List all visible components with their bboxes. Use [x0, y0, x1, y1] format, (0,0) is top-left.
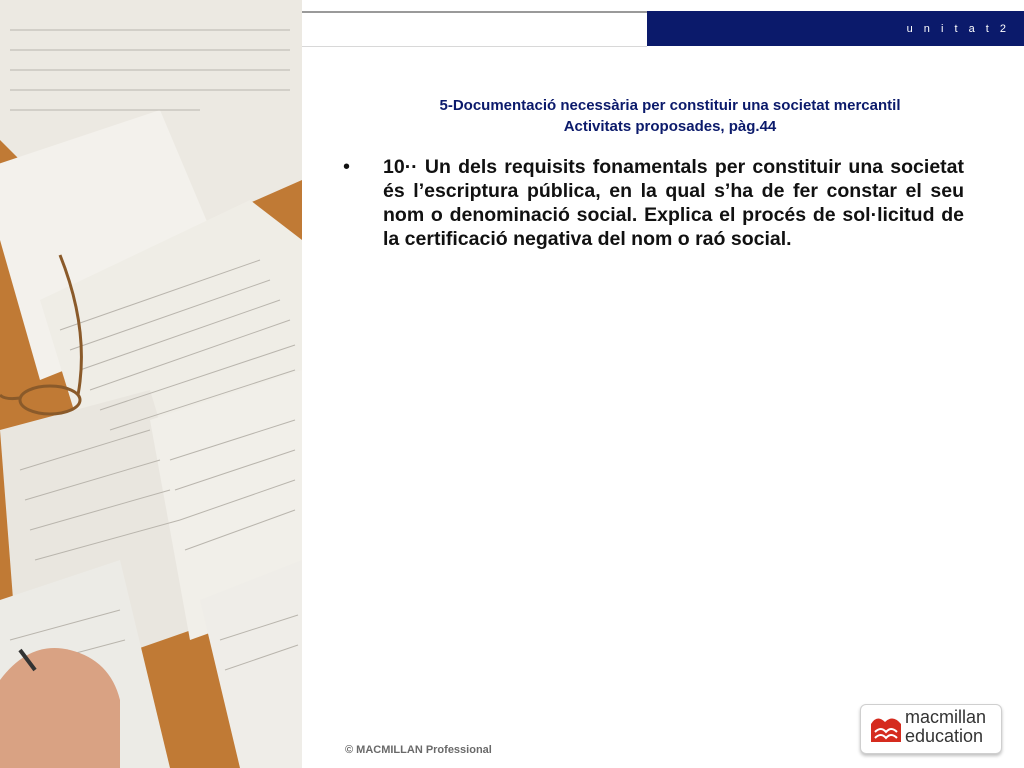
list-item: [343, 155, 964, 251]
header-blank-area: [302, 13, 647, 47]
documents-photo: [0, 0, 302, 768]
header-bar: [647, 11, 1024, 46]
bullet-icon: •: [343, 156, 351, 178]
slide-title: [330, 95, 1010, 137]
logo-line2: education: [905, 726, 984, 746]
copyright-text: © MACMILLAN Professional: [345, 744, 492, 756]
logo-wordmark: [905, 708, 986, 746]
macmillan-logo-icon: [869, 712, 903, 744]
unit-label: u n i t a t 2: [906, 23, 1010, 35]
slide-title-line1: 5-Documentació necessària per constituir una societat mercantil: [439, 97, 901, 114]
slide-content: [343, 155, 964, 251]
slide-title-line2: Activitats proposades, pàg.44: [563, 118, 777, 135]
documents-photo-drawing: [0, 0, 302, 768]
logo-line1: macmillan: [905, 707, 987, 727]
bullet-text: 10·· Un dels requisits fonamentals per constituir una societat és l’escriptura pública, en la qual s’ha de fer constar el seu nom o denominació social. Explica el procés de sol·licitud de la certificació negativa del nom o raó social.: [383, 156, 964, 250]
macmillan-logo: [860, 704, 1002, 754]
